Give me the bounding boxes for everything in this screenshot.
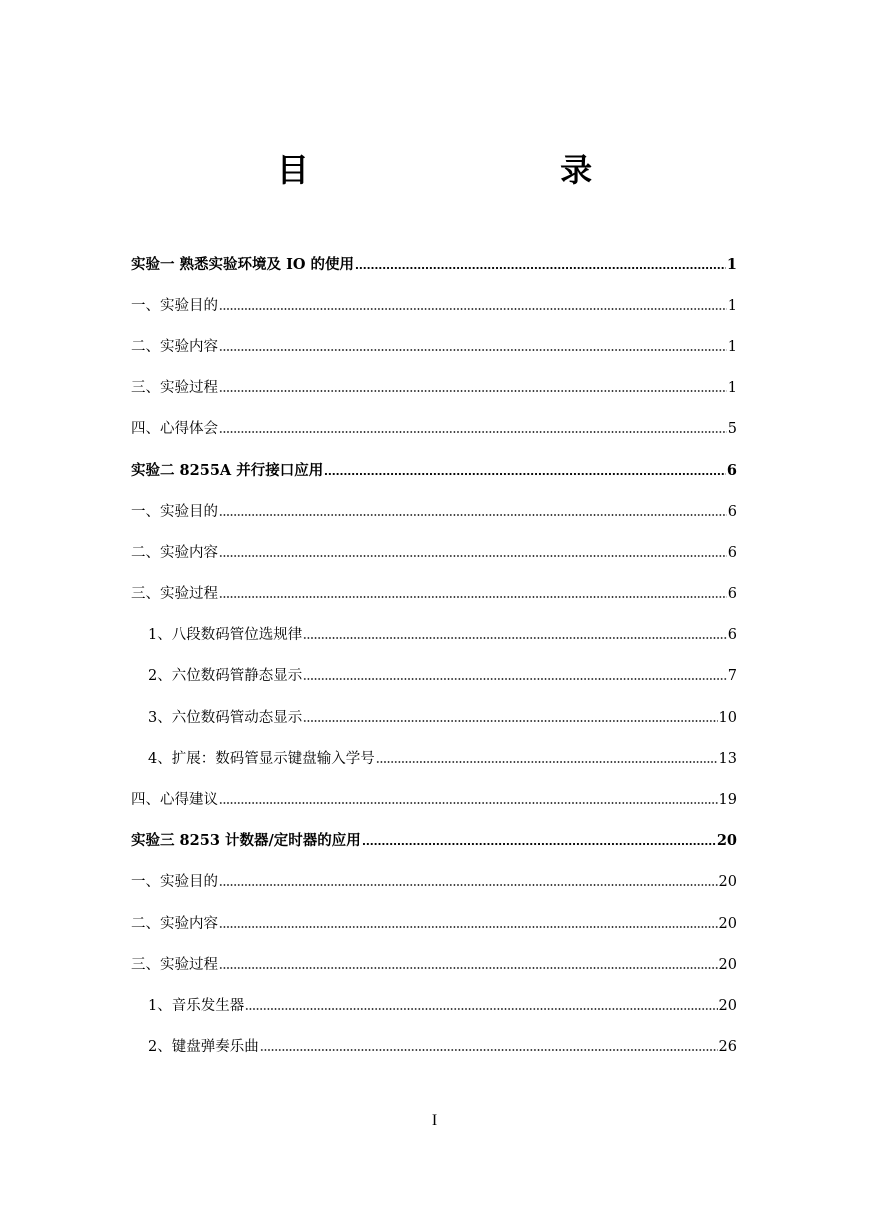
toc-dot-leader xyxy=(219,431,727,433)
toc-entry-label: 实验三 8253 计数器/定时器的应用 xyxy=(131,832,361,850)
toc-entry-page: 26 xyxy=(718,1039,737,1056)
toc-dot-leader xyxy=(219,390,727,392)
toc-entry[interactable] xyxy=(131,574,737,615)
toc-entry-label: 1、八段数码管位选规律 xyxy=(148,627,303,644)
toc-entry-page: 20 xyxy=(718,997,737,1014)
toc-entry-page: 19 xyxy=(718,792,737,809)
toc-dot-leader xyxy=(303,720,717,722)
toc-dot-leader xyxy=(219,308,727,310)
toc-entry-label: 一、实验目的 xyxy=(131,874,218,891)
toc-entry-page: 5 xyxy=(727,421,737,438)
toc-dot-leader xyxy=(219,596,727,598)
toc-entry-label: 2、键盘弹奏乐曲 xyxy=(148,1039,259,1056)
toc-entry-page: 13 xyxy=(718,750,737,767)
toc-entry-page: 6 xyxy=(727,627,737,644)
toc-entry[interactable] xyxy=(131,779,737,820)
toc-entry[interactable] xyxy=(131,615,737,656)
toc-entry[interactable] xyxy=(131,903,737,944)
toc-entry-page: 10 xyxy=(718,709,737,726)
toc-dot-leader xyxy=(219,802,718,804)
toc-entry[interactable] xyxy=(131,944,737,985)
toc-entry[interactable] xyxy=(131,368,737,409)
toc-entry-page: 1 xyxy=(727,338,737,355)
toc-entry-label: 实验二 8255A 并行接口应用 xyxy=(131,461,324,479)
toc-entry[interactable] xyxy=(131,326,737,367)
toc-entry[interactable] xyxy=(131,985,737,1026)
toc-entry-page: 7 xyxy=(727,668,737,685)
table-of-contents xyxy=(131,244,737,1068)
toc-dot-leader xyxy=(219,926,718,928)
toc-dot-leader xyxy=(219,967,718,969)
toc-entry[interactable] xyxy=(131,738,737,779)
toc-dot-leader xyxy=(260,1049,718,1051)
toc-entry-label: 3、六位数码管动态显示 xyxy=(148,709,303,726)
toc-dot-leader xyxy=(362,843,716,845)
toc-entry-page: 1 xyxy=(727,380,737,397)
toc-entry-page: 20 xyxy=(718,874,737,891)
toc-dot-leader xyxy=(324,473,726,475)
toc-dot-leader xyxy=(303,637,727,639)
toc-dot-leader xyxy=(219,555,727,557)
toc-entry[interactable] xyxy=(131,656,737,697)
toc-entry-label: 四、心得建议 xyxy=(131,792,218,809)
toc-dot-leader xyxy=(303,678,727,680)
toc-entry-label: 1、音乐发生器 xyxy=(148,997,245,1014)
toc-entry-label: 三、实验过程 xyxy=(131,380,218,397)
toc-entry-page: 1 xyxy=(727,297,737,314)
toc-entry[interactable] xyxy=(131,285,737,326)
toc-entry-label: 二、实验内容 xyxy=(131,915,218,932)
toc-entry-page: 20 xyxy=(718,915,737,932)
toc-dot-leader xyxy=(355,267,726,269)
toc-entry-label: 三、实验过程 xyxy=(131,586,218,603)
toc-entry[interactable] xyxy=(131,532,737,573)
toc-entry-page: 20 xyxy=(718,956,737,973)
toc-entry-label: 二、实验内容 xyxy=(131,338,218,355)
toc-dot-leader xyxy=(219,884,718,886)
toc-entry[interactable] xyxy=(131,244,737,285)
toc-entry[interactable] xyxy=(131,409,737,450)
toc-entry-page: 6 xyxy=(726,461,737,479)
page-title: 目 录 xyxy=(276,151,713,189)
toc-entry-label: 三、实验过程 xyxy=(131,956,218,973)
toc-entry-page: 6 xyxy=(727,503,737,520)
toc-dot-leader xyxy=(245,1008,717,1010)
toc-entry-label: 二、实验内容 xyxy=(131,544,218,561)
toc-entry-page: 6 xyxy=(727,586,737,603)
toc-entry[interactable] xyxy=(131,862,737,903)
toc-entry-label: 一、实验目的 xyxy=(131,503,218,520)
toc-entry-label: 实验一 熟悉实验环境及 IO 的使用 xyxy=(131,255,355,273)
toc-entry[interactable] xyxy=(131,821,737,862)
toc-entry[interactable] xyxy=(131,697,737,738)
toc-entry-page: 1 xyxy=(726,255,737,273)
toc-entry-page: 6 xyxy=(727,544,737,561)
toc-dot-leader xyxy=(376,761,718,763)
toc-entry-label: 四、心得体会 xyxy=(131,421,218,438)
toc-entry-label: 一、实验目的 xyxy=(131,297,218,314)
toc-entry-label: 2、六位数码管静态显示 xyxy=(148,668,303,685)
toc-dot-leader xyxy=(219,514,727,516)
toc-dot-leader xyxy=(219,349,727,351)
toc-entry[interactable] xyxy=(131,491,737,532)
page-number: I xyxy=(431,1112,438,1129)
toc-entry[interactable] xyxy=(131,1027,737,1068)
toc-entry-label: 4、扩展：数码管显示键盘输入学号 xyxy=(148,750,375,767)
toc-entry[interactable] xyxy=(131,450,737,491)
toc-entry-page: 20 xyxy=(716,832,737,850)
